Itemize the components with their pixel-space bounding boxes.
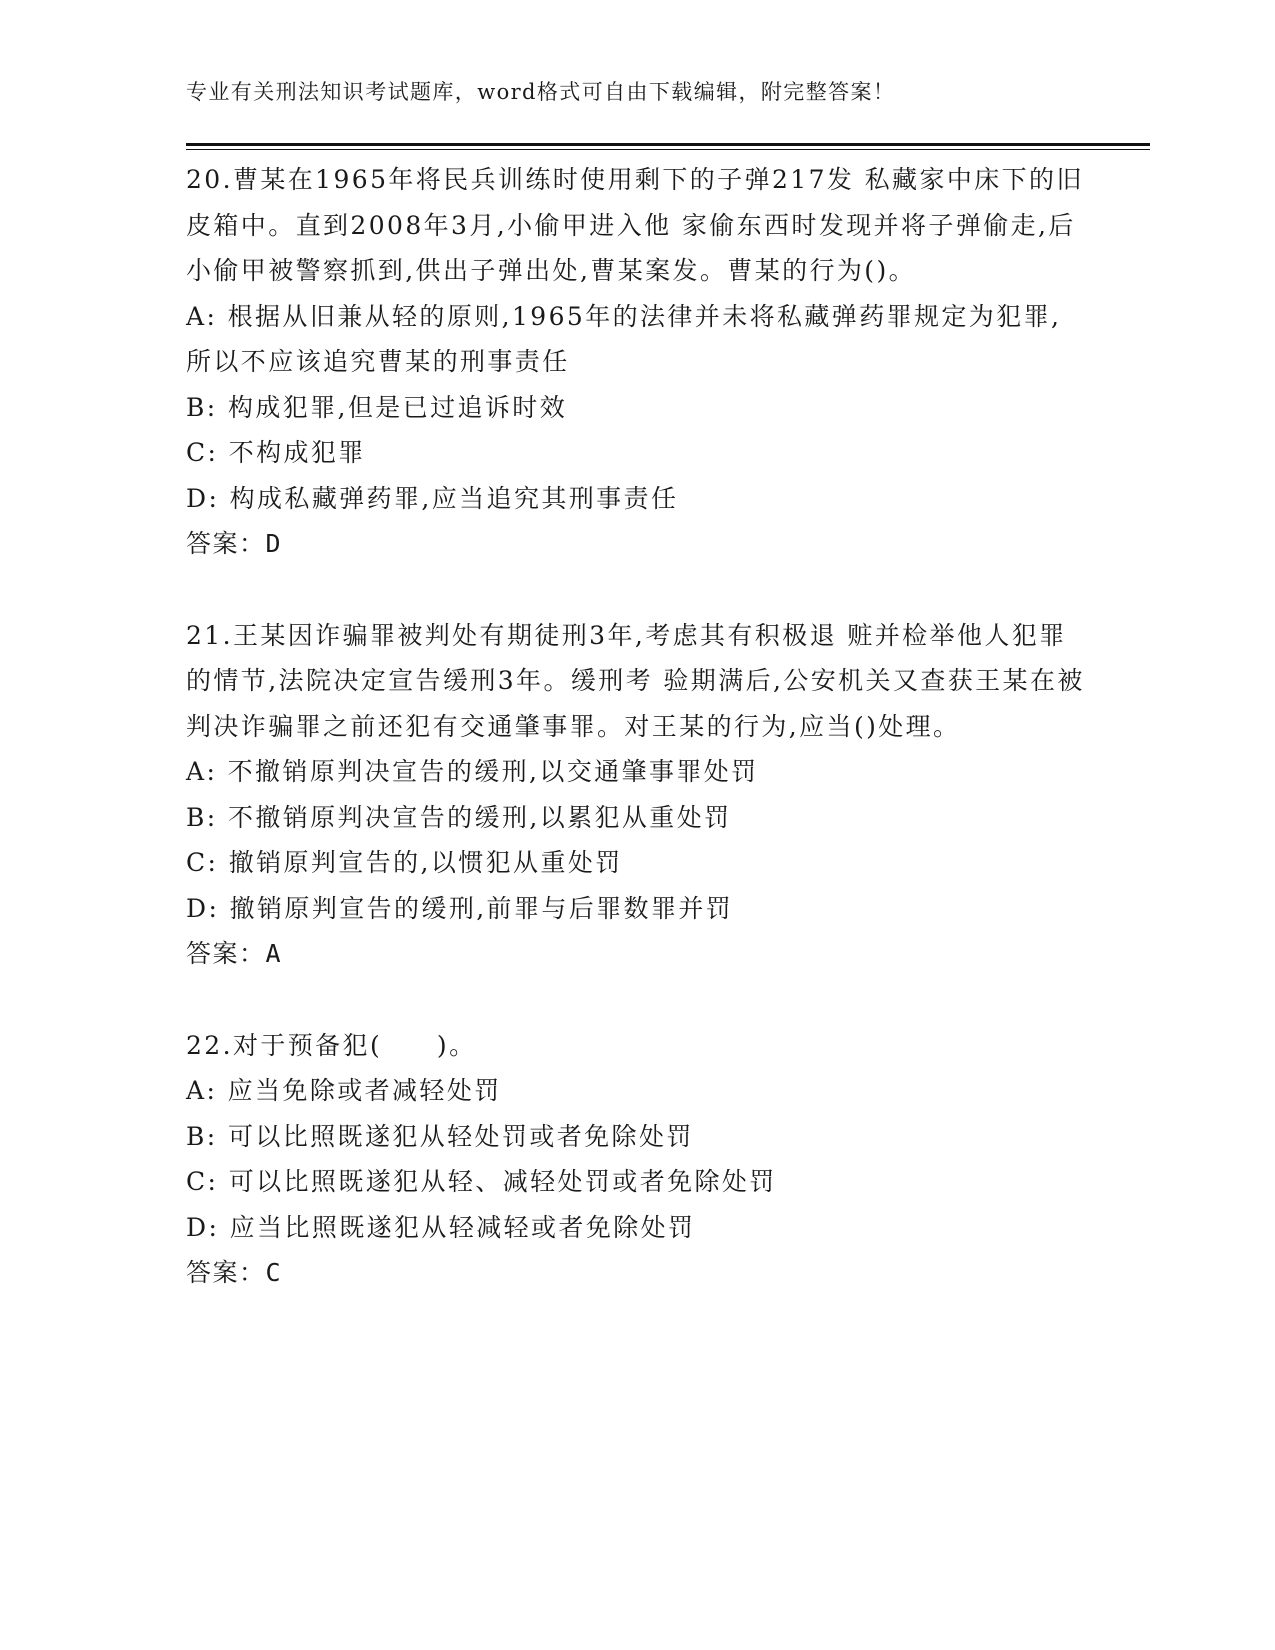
header-rule-thick (186, 143, 1150, 146)
question-spacer (186, 567, 1086, 613)
answer-value: D (265, 529, 283, 558)
question-list (186, 157, 1086, 1296)
option-d: D: 应当比照既遂犯从轻减轻或者免除处罚 (186, 1212, 696, 1242)
answer-label: 答案： (186, 939, 266, 968)
answer-line (186, 931, 1086, 977)
page-header: 专业有关刑法知识考试题库，word格式可自由下载编辑，附完整答案！ (186, 80, 896, 104)
answer-value: A (265, 939, 283, 968)
question-21 (186, 613, 1086, 977)
option-a: A: 不撤销原判决宣告的缓刑,以交通肇事罪处罚 (186, 757, 759, 786)
question-spacer (186, 977, 1086, 1023)
option-c: C: 不构成犯罪 (186, 438, 366, 467)
answer-label: 答案： (186, 529, 266, 558)
option-a: A: 应当免除或者减轻处罚 (186, 1076, 502, 1105)
option-b: B: 可以比照既遂犯从轻处罚或者免除处罚 (186, 1121, 694, 1151)
question-text: 20.曹某在1965年将民兵训练时使用剩下的子弹217发 私藏家中床下的旧皮箱中。直到2008年3月,小偷甲进入他 家偷东西时发现并将子弹偷走,后小偷甲被警察抓到,供出子弹出处,曹某案发。曹某的行为()。 (186, 165, 1084, 285)
question-text: 22.对于预备犯( )。 (186, 1030, 477, 1060)
option-b: B: 构成犯罪,但是已过追诉时效 (186, 392, 568, 422)
option-d: D: 撤销原判宣告的缓刑,前罪与后罪数罪并罚 (186, 893, 734, 923)
question-22 (186, 1023, 1086, 1296)
option-d: D: 构成私藏弹药罪,应当追究其刑事责任 (186, 483, 679, 513)
answer-line (186, 521, 1086, 567)
option-c: C: 撤销原判宣告的,以惯犯从重处罚 (186, 848, 623, 877)
answer-line (186, 1250, 1086, 1296)
answer-value: C (265, 1258, 283, 1287)
option-c: C: 可以比照既遂犯从轻、减轻处罚或者免除处罚 (186, 1167, 777, 1196)
question-text: 21.王某因诈骗罪被判处有期徒刑3年,考虑其有积极退 赃并检举他人犯罪的情节,法院决定宣告缓刑3年。缓刑考 验期满后,公安机关又查获王某在被判决诈骗罪之前还犯有交通肇事罪。对王某的行为,应当()处理。 (186, 620, 1085, 741)
answer-label: 答案： (186, 1258, 266, 1287)
option-b: B: 不撤销原判决宣告的缓刑,以累犯从重处罚 (186, 802, 732, 832)
option-a: A: 根据从旧兼从轻的原则,1965年的法律并未将私藏弹药罪规定为犯罪,所以不应该追究曹某的刑事责任 (186, 301, 1062, 376)
header-rule-thin (186, 149, 1150, 150)
question-20 (186, 157, 1086, 567)
